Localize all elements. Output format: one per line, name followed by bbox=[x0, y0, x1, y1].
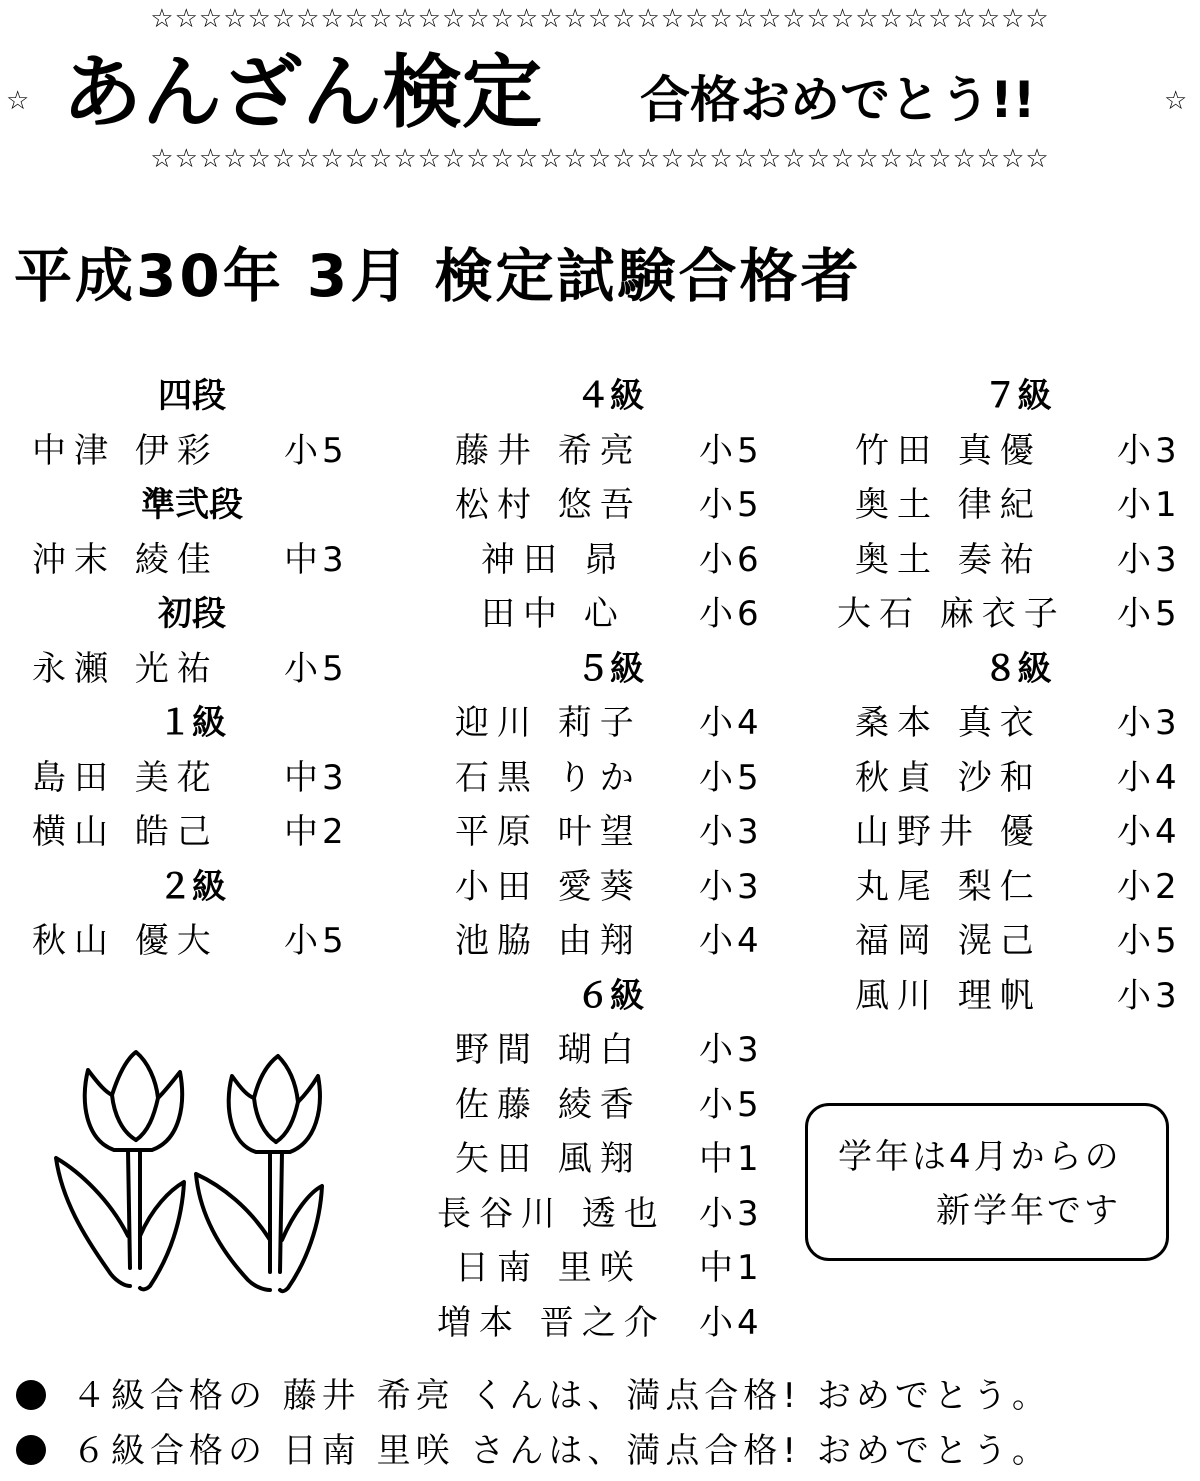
school-grade: 小5 bbox=[699, 485, 763, 525]
results-column-3 bbox=[837, 369, 1181, 1023]
results-column-2 bbox=[437, 369, 765, 1350]
page-title: あんざん検定 bbox=[62, 46, 542, 139]
student-name: 神田 昴 bbox=[481, 539, 626, 580]
student-name: 迎川 莉子 bbox=[455, 703, 642, 743]
school-grade: 小5 bbox=[284, 921, 348, 961]
school-grade: 小4 bbox=[1117, 812, 1181, 852]
school-grade: 小3 bbox=[699, 1030, 763, 1070]
student-name: 丸尾 梨仁 bbox=[855, 866, 1042, 907]
student-name: 大石 麻衣子 bbox=[837, 594, 1066, 634]
result-row bbox=[855, 860, 1180, 915]
school-grade: 小4 bbox=[699, 921, 763, 961]
result-row bbox=[855, 914, 1180, 969]
school-grade: 中3 bbox=[284, 539, 348, 580]
result-row bbox=[32, 805, 352, 860]
star-right: ☆ bbox=[1164, 86, 1188, 116]
school-grade: 中1 bbox=[699, 1139, 763, 1179]
school-grade: 小3 bbox=[699, 1193, 763, 1234]
student-name: 日南 里咲 bbox=[455, 1248, 642, 1288]
student-name: 秋貞 沙和 bbox=[855, 757, 1042, 798]
result-row bbox=[455, 1241, 765, 1296]
level-heading: ２級 bbox=[158, 866, 226, 907]
result-row bbox=[32, 533, 352, 588]
school-grade: 小1 bbox=[1117, 485, 1181, 525]
footer-text-1: ４級合格の 藤井 希亮 くんは、満点合格! おめでとう。 bbox=[72, 1376, 1051, 1416]
result-row bbox=[455, 860, 765, 915]
school-grade: 小5 bbox=[699, 430, 763, 471]
result-row bbox=[855, 805, 1180, 860]
school-grade: 小4 bbox=[1117, 757, 1181, 798]
student-name: 風川 理帆 bbox=[855, 975, 1042, 1016]
bullet-icon bbox=[16, 1435, 46, 1465]
results-column-1 bbox=[32, 369, 352, 969]
footer-note-2 bbox=[16, 1425, 1051, 1477]
school-grade: 小5 bbox=[1117, 921, 1181, 961]
footer-note-1 bbox=[16, 1370, 1051, 1422]
student-name: 山野井 優 bbox=[855, 812, 1042, 852]
student-name: 増本 晋之介 bbox=[437, 1302, 666, 1343]
school-grade: 小6 bbox=[699, 594, 763, 634]
student-name: 平原 叶望 bbox=[455, 812, 642, 852]
school-grade: 小6 bbox=[699, 539, 763, 580]
tulip-illustration bbox=[44, 1040, 324, 1300]
result-row bbox=[455, 478, 765, 533]
result-row bbox=[855, 696, 1180, 751]
result-row bbox=[455, 696, 765, 751]
school-grade: 小5 bbox=[284, 648, 348, 689]
student-name: 竹田 真優 bbox=[855, 430, 1042, 471]
star-border-bottom: ☆☆☆☆☆☆☆☆☆☆☆☆☆☆☆☆☆☆☆☆☆☆☆☆☆☆☆☆☆☆☆☆☆☆☆☆☆ bbox=[150, 144, 1050, 174]
school-grade: 小3 bbox=[1117, 430, 1181, 471]
star-border-top: ☆☆☆☆☆☆☆☆☆☆☆☆☆☆☆☆☆☆☆☆☆☆☆☆☆☆☆☆☆☆☆☆☆☆☆☆☆ bbox=[150, 4, 1050, 34]
level-heading: ６級 bbox=[576, 975, 644, 1016]
student-name: 永瀬 光祐 bbox=[32, 648, 219, 689]
result-row bbox=[855, 478, 1180, 533]
result-row bbox=[855, 424, 1180, 479]
result-row bbox=[455, 805, 765, 860]
result-row bbox=[455, 1078, 765, 1133]
level-heading: ７級 bbox=[983, 376, 1052, 416]
student-name: 佐藤 綾香 bbox=[455, 1084, 642, 1125]
student-name: 桑本 真衣 bbox=[855, 703, 1042, 743]
school-grade: 小5 bbox=[1117, 594, 1181, 634]
student-name: 田中 心 bbox=[481, 594, 626, 634]
school-grade: 小3 bbox=[1117, 975, 1181, 1016]
result-row bbox=[455, 424, 765, 479]
student-name: 石黒 りか bbox=[455, 757, 642, 798]
result-row bbox=[455, 914, 765, 969]
result-row bbox=[455, 1023, 765, 1078]
student-name: 長谷川 透也 bbox=[437, 1193, 666, 1234]
result-row bbox=[855, 751, 1180, 806]
school-grade: 小5 bbox=[699, 1084, 763, 1125]
student-name: 秋山 優大 bbox=[32, 921, 219, 961]
level-heading: ４級 bbox=[576, 376, 644, 416]
note-box bbox=[805, 1103, 1169, 1261]
page-subtitle: 合格おめでとう!! bbox=[640, 71, 1036, 129]
result-row bbox=[32, 424, 352, 479]
result-row bbox=[455, 1132, 765, 1187]
student-name: 矢田 風翔 bbox=[455, 1139, 642, 1179]
result-row bbox=[455, 533, 765, 588]
student-name: 小田 愛葵 bbox=[455, 866, 642, 907]
school-grade: 小5 bbox=[699, 757, 763, 798]
level-heading: ５級 bbox=[576, 648, 644, 689]
result-row bbox=[32, 914, 352, 969]
note-line-2: 新学年です bbox=[936, 1191, 1121, 1231]
school-grade: 小5 bbox=[284, 430, 348, 471]
student-name: 池脇 由翔 bbox=[455, 921, 642, 961]
school-grade: 小4 bbox=[699, 703, 763, 743]
level-heading: 準弐段 bbox=[141, 485, 243, 525]
result-row bbox=[855, 969, 1180, 1024]
student-name: 中津 伊彩 bbox=[32, 430, 219, 471]
school-grade: 小4 bbox=[699, 1302, 763, 1343]
result-row bbox=[455, 751, 765, 806]
level-heading: １級 bbox=[158, 703, 226, 743]
school-grade: 小3 bbox=[699, 866, 763, 907]
result-row bbox=[837, 587, 1181, 642]
school-grade: 小3 bbox=[1117, 539, 1181, 580]
bullet-icon bbox=[16, 1380, 46, 1410]
result-row bbox=[32, 751, 352, 806]
note-line-1: 学年は4月からの bbox=[838, 1137, 1122, 1177]
result-row bbox=[437, 1296, 765, 1351]
student-name: 奥土 奏祐 bbox=[855, 539, 1042, 580]
level-heading: 四段 bbox=[158, 376, 226, 416]
result-row bbox=[32, 642, 352, 697]
result-row bbox=[455, 587, 765, 642]
footer-text-2: ６級合格の 日南 里咲 さんは、満点合格! おめでとう。 bbox=[72, 1431, 1051, 1471]
student-name: 藤井 希亮 bbox=[455, 430, 642, 471]
student-name: 島田 美花 bbox=[32, 757, 219, 798]
star-left: ☆ bbox=[6, 86, 30, 116]
student-name: 福岡 滉己 bbox=[855, 921, 1042, 961]
student-name: 横山 皓己 bbox=[32, 812, 219, 852]
exam-title: 平成30年 3月 検定試験合格者 bbox=[14, 242, 862, 310]
student-name: 松村 悠吾 bbox=[455, 485, 642, 525]
school-grade: 中1 bbox=[699, 1248, 763, 1288]
result-row bbox=[855, 533, 1180, 588]
school-grade: 中2 bbox=[284, 812, 348, 852]
result-row bbox=[437, 1187, 765, 1242]
school-grade: 小3 bbox=[699, 812, 763, 852]
school-grade: 中3 bbox=[284, 757, 348, 798]
student-name: 沖末 綾佳 bbox=[32, 539, 219, 580]
student-name: 奥土 律紀 bbox=[855, 485, 1042, 525]
school-grade: 小3 bbox=[1117, 703, 1181, 743]
level-heading: 初段 bbox=[158, 594, 226, 634]
level-heading: ８級 bbox=[983, 648, 1052, 689]
student-name: 野間 瑚白 bbox=[455, 1030, 642, 1070]
school-grade: 小2 bbox=[1117, 866, 1181, 907]
